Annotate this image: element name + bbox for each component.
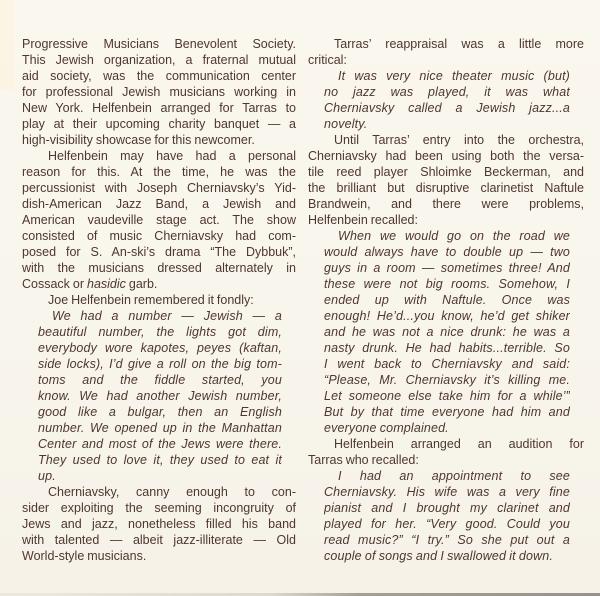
text-line: Cherniavsky. His wife was a very fine: [324, 485, 570, 499]
text-line: Tarras’ reappraisal was a little more: [334, 37, 584, 51]
text-line: everybody wore kapotes, peyes (kaftan,: [38, 341, 282, 355]
text-column-right: [308, 36, 584, 564]
text-line: Joe Helfenbein remembered it fondly:: [48, 293, 254, 307]
text-line: reason for this. At the time, he was the: [22, 165, 296, 179]
text-line: enough! He’d...you know, he’d get shiker: [324, 309, 570, 323]
text-line: Center and most of the Jews were there.: [38, 437, 282, 451]
text-line: played for her. “Very good. Could you: [324, 517, 570, 531]
text-line: high-visibility showcase for this newcomer.: [22, 133, 255, 147]
paragraph: [22, 148, 296, 292]
text-line: Until Tarras’ entry into the orchestra,: [334, 133, 584, 147]
text-line: critical:: [308, 53, 347, 67]
text-line: World-style musicians.: [22, 549, 147, 563]
text-line: up.: [38, 469, 56, 483]
text-line: Helfenbein recalled:: [308, 213, 418, 227]
block-quote: [324, 468, 570, 564]
text-line: Brandwein, and there were problems,: [308, 197, 584, 211]
text-line: would always have to double up — two: [324, 245, 570, 259]
text-line: good like a bulgar, then an English: [38, 405, 282, 419]
text-line: number. We opened up in the Manhattan: [38, 421, 282, 435]
text-line: aid society, was the communication center: [22, 69, 296, 83]
text-line: tile reed player Shloimke Beckerman, and: [308, 165, 584, 179]
text-line: Cherniavsky called a Jewish jazz...a: [324, 101, 570, 115]
text-line: read music?” “I try.” So she put out a: [324, 533, 570, 547]
text-line: posed for S. An-ski’s drama “The Dybbuk”,: [22, 245, 296, 259]
text-line: these were not big rooms. Somehow, I: [324, 277, 570, 291]
text-line: When we would go on the road we: [338, 229, 570, 243]
text-line: pianist and I brought my clarinet and: [324, 501, 570, 515]
text-line: It was very nice theater music (but): [338, 69, 570, 83]
text-line: with talented — albeit jazz-illiterate — Old: [22, 533, 296, 547]
text-line: I went back to Cherniavsky and said:: [324, 357, 570, 371]
text-line: American vaudeville stage act. The show: [22, 213, 296, 227]
block-quote: [324, 68, 570, 132]
text-line: Helfenbein arranged an audition for: [334, 437, 584, 451]
text-line: Tarras who recalled:: [308, 453, 419, 467]
text-line: percussionist with Joseph Cherniavsky’s Yid-: [22, 181, 296, 195]
text-line: novelty.: [324, 117, 368, 131]
text-line: Let someone else take him for a while’”: [324, 389, 570, 403]
text-line: beautiful number, the lights got dim,: [38, 325, 282, 339]
text-line: couple of songs and I swallowed it down.: [324, 549, 554, 563]
text-line: nasty drunk. He had habits...terrible. So: [324, 341, 570, 355]
text-line: with the musicians dressed alternately in: [22, 261, 296, 275]
text-line: Progressive Musicians Benevolent Society.: [22, 37, 296, 51]
text-line: for professional Jewish musicians working in: [22, 85, 296, 99]
text-line: guys in a room — sometimes three! And: [324, 261, 570, 275]
block-quote: [38, 308, 282, 484]
text-line: Cherniavsky, canny enough to con-: [48, 485, 296, 499]
text-column-left: [22, 36, 296, 564]
text-line: We had a number — Jewish — a: [52, 309, 282, 323]
scan-edge-left-tint: [0, 0, 14, 90]
text-line: Jews and jazz, nonetheless filled his band: [22, 517, 296, 531]
text-line: ended up with Naftule. Once was: [324, 293, 570, 307]
text-line: Cossack or hasidic garb.: [22, 277, 158, 291]
text-line: They used to love it, they used to eat it: [38, 453, 282, 467]
text-line: Helfenbein may have had a personal: [48, 149, 296, 163]
text-line: I had an appointment to see: [338, 469, 570, 483]
text-line: the brilliant but disruptive clarinetist Naftule: [308, 181, 584, 195]
text-line: side locks), I’d give a roll on the big tom-: [38, 357, 282, 371]
text-line: dish-American Jazz Band, a Jewish and: [22, 197, 296, 211]
text-line: play at their upcoming charity banquet — a: [22, 117, 296, 131]
paragraph: [22, 36, 296, 148]
text-line: and he was not a nice drunk: he was a: [324, 325, 570, 339]
text-line: toms and the fiddle started, you: [38, 373, 282, 387]
text-line: “Please, Mr. Cherniavsky it’s killing me.: [324, 373, 570, 387]
text-line: know. We had another Jewish number,: [38, 389, 282, 403]
text-line: no jazz was played, it was what: [324, 85, 570, 99]
paragraph: [308, 132, 584, 228]
text-line: sider exploiting the seeming incongruity of: [22, 501, 296, 515]
text-line: consisted of music Cherniavsky had com-: [22, 229, 296, 243]
text-line: Cherniavsky had been using both the versa-: [308, 149, 584, 163]
text-line: This Jewish organization, a fraternal mutual: [22, 53, 296, 67]
paragraph: [308, 36, 584, 68]
paragraph: [308, 436, 584, 468]
text-line: everyone complained.: [324, 421, 449, 435]
block-quote: [324, 228, 570, 436]
paragraph: [22, 292, 296, 308]
paragraph: [22, 484, 296, 564]
text-line: New York. Helfenbein arranged for Tarras to: [22, 101, 296, 115]
text-line: But by that time everyone had him and: [324, 405, 570, 419]
